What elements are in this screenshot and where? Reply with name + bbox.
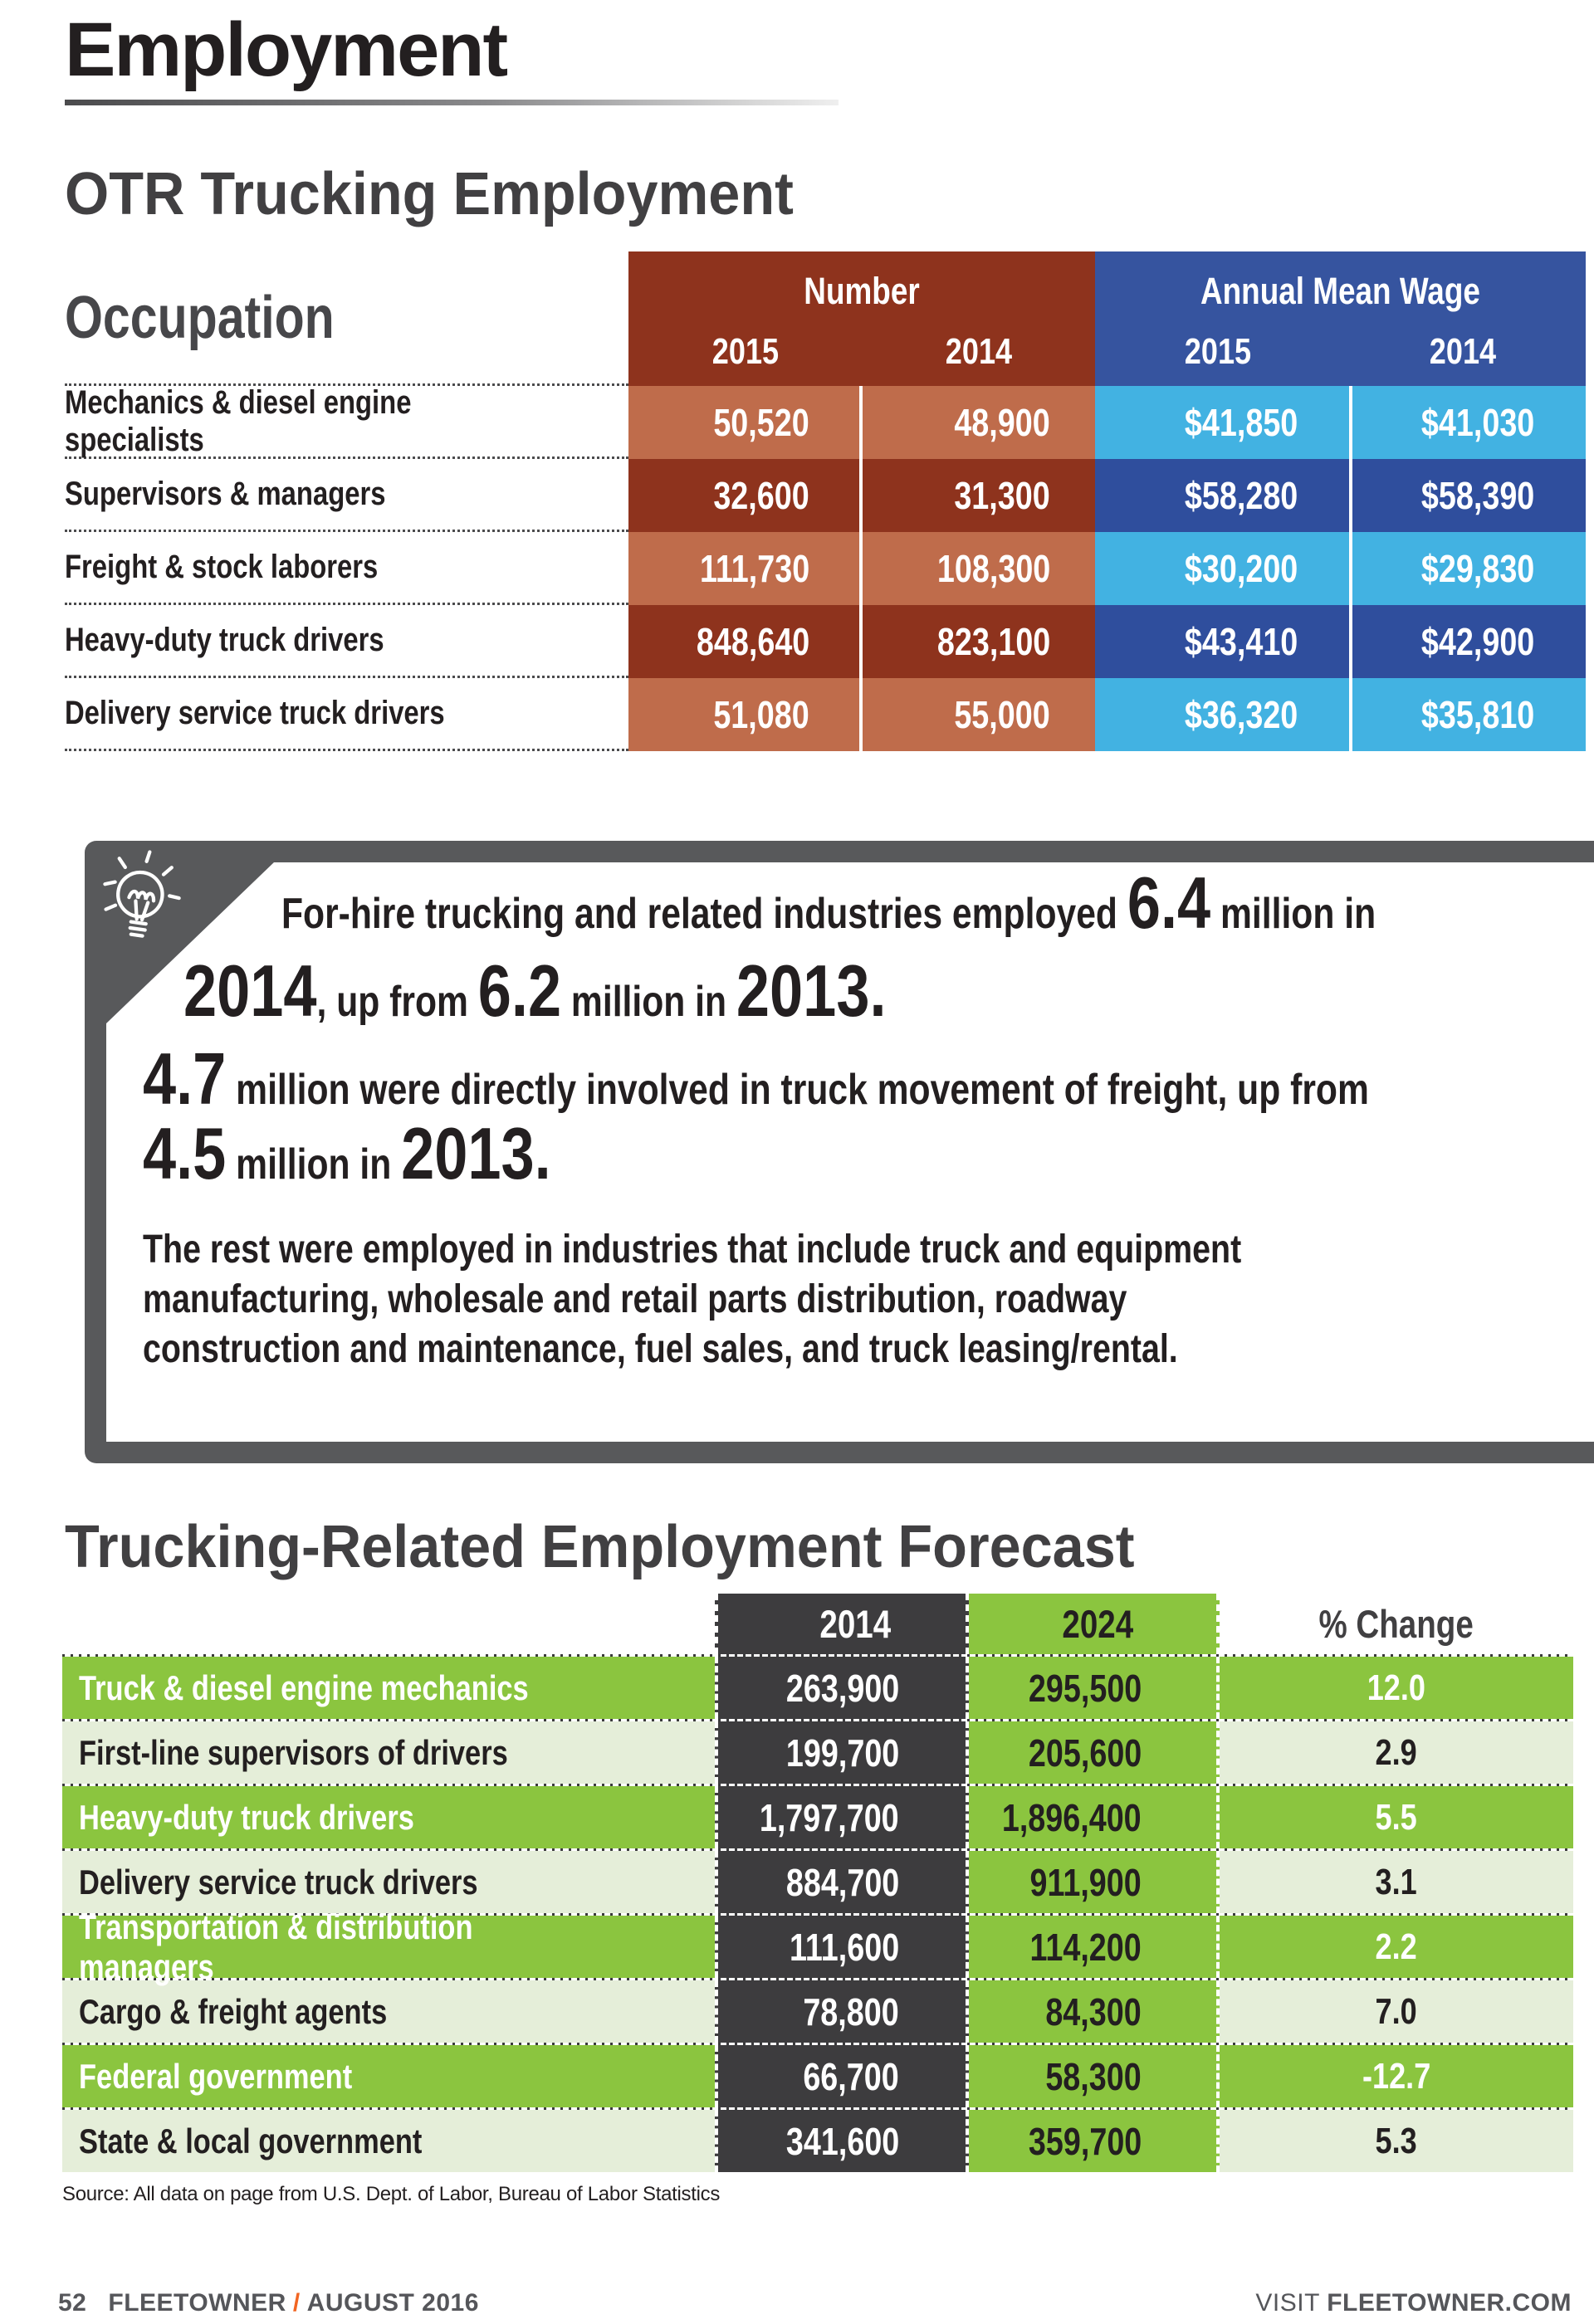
wage-2014-value: $35,810 bbox=[1420, 693, 1534, 736]
occupation-column-header bbox=[65, 251, 628, 386]
number-2014-value: 108,300 bbox=[936, 547, 1050, 590]
footer-left bbox=[58, 2289, 479, 2317]
occupation-label: Mechanics & diesel engine specialists bbox=[65, 383, 412, 458]
visit-label: VISIT bbox=[1255, 2289, 1328, 2317]
wage-group-label: Annual Mean Wage bbox=[1200, 270, 1480, 312]
page-title: Employment bbox=[65, 7, 507, 92]
fact-callout-box bbox=[85, 841, 1594, 1463]
pct-change-value: 5.5 bbox=[1375, 1796, 1418, 1838]
forecast-table-header bbox=[62, 1594, 1573, 1654]
stat-2013: 2013. bbox=[736, 950, 887, 1032]
callout-line-1: For-hire trucking and related industries employed 6.4 million in bbox=[281, 862, 1376, 944]
value-2014: 341,600 bbox=[785, 2119, 899, 2163]
value-2024: 205,600 bbox=[1028, 1731, 1142, 1775]
wage-2015-value: $30,200 bbox=[1184, 547, 1298, 590]
forecast-2014-header: 2014 bbox=[819, 1602, 892, 1646]
wage-2015-value: $36,320 bbox=[1184, 693, 1298, 736]
footer-slash: / bbox=[292, 2289, 301, 2317]
pct-change-value: 5.3 bbox=[1375, 2120, 1418, 2161]
occupation-label: Heavy-duty truck drivers bbox=[65, 622, 384, 658]
number-2014-value: 31,300 bbox=[954, 474, 1050, 517]
stat-4-7: 4.7 bbox=[143, 1038, 227, 1120]
pct-change-value: 2.2 bbox=[1375, 1926, 1418, 1967]
page-number: 52 bbox=[58, 2289, 87, 2317]
table-row bbox=[65, 459, 1586, 532]
forecast-2024-header: 2024 bbox=[1062, 1602, 1134, 1646]
table-row bbox=[62, 1786, 1573, 1848]
value-2024: 911,900 bbox=[1029, 1860, 1142, 1904]
forecast-pct-header: % Change bbox=[1318, 1602, 1474, 1646]
table-row bbox=[65, 532, 1586, 605]
number-2015-header: 2015 bbox=[711, 331, 779, 372]
wage-2014-value: $58,390 bbox=[1420, 474, 1534, 517]
wage-2015-value: $41,850 bbox=[1184, 401, 1298, 444]
occupation-label: First-line supervisors of drivers bbox=[79, 1732, 508, 1772]
number-2014-value: 823,100 bbox=[936, 620, 1050, 663]
number-2015-value: 848,640 bbox=[696, 620, 809, 663]
occupation-label: Delivery service truck drivers bbox=[65, 695, 445, 731]
value-2014: 66,700 bbox=[803, 2054, 899, 2098]
number-2014-value: 48,900 bbox=[954, 401, 1050, 444]
value-2024: 1,896,400 bbox=[1002, 1795, 1142, 1839]
stat-2013-b: 2013. bbox=[401, 1112, 551, 1194]
value-2024: 295,500 bbox=[1028, 1666, 1142, 1710]
number-2015-value: 50,520 bbox=[713, 401, 809, 444]
stat-4-5: 4.5 bbox=[143, 1112, 227, 1194]
occupation-label: Truck & diesel engine mechanics bbox=[79, 1667, 529, 1707]
occupation-label: Heavy-duty truck drivers bbox=[79, 1797, 414, 1837]
callout-line-3: 4.7 million were directly involved in truck movement of freight, up from bbox=[143, 1038, 1369, 1120]
table-row bbox=[62, 2045, 1573, 2107]
number-group-header bbox=[628, 251, 1095, 386]
forecast-occupation-header bbox=[62, 1594, 715, 1654]
issue-date: AUGUST 2016 bbox=[306, 2289, 479, 2317]
occupation-label: Transportation & distribution managers bbox=[79, 1907, 473, 1986]
value-2014: 263,900 bbox=[785, 1666, 899, 1710]
wage-2015-value: $43,410 bbox=[1184, 620, 1298, 663]
wage-2015-header: 2015 bbox=[1184, 331, 1251, 372]
pct-change-value: 7.0 bbox=[1375, 1990, 1418, 2032]
table-row bbox=[62, 1721, 1573, 1784]
value-2024: 58,300 bbox=[1045, 2054, 1142, 2098]
otr-table-header bbox=[65, 251, 1586, 386]
value-2014: 199,700 bbox=[785, 1731, 899, 1775]
number-2014-value: 55,000 bbox=[954, 693, 1050, 736]
occupation-label: State & local government bbox=[79, 2121, 423, 2160]
lightbulb-icon bbox=[88, 842, 202, 961]
table-row bbox=[62, 1851, 1573, 1913]
visit-site-link: FLEETOWNER.COM bbox=[1327, 2289, 1572, 2317]
occupation-label: Freight & stock laborers bbox=[65, 549, 379, 585]
number-2015-value: 111,730 bbox=[699, 547, 809, 590]
occupation-header-label: Occupation bbox=[65, 284, 335, 351]
table-row bbox=[62, 1657, 1573, 1719]
callout-line-2: 2014, up from 6.2 million in 2013. bbox=[183, 950, 887, 1032]
stat-2014: 2014 bbox=[183, 950, 317, 1032]
otr-table bbox=[65, 251, 1586, 751]
pct-change-value: 3.1 bbox=[1375, 1861, 1418, 1902]
wage-2014-header: 2014 bbox=[1430, 331, 1497, 372]
forecast-section-title: Trucking-Related Employment Forecast bbox=[65, 1514, 1135, 1580]
value-2014: 884,700 bbox=[785, 1860, 899, 1904]
table-row bbox=[65, 605, 1586, 678]
pct-change-value: 2.9 bbox=[1375, 1731, 1418, 1773]
table-row bbox=[62, 1980, 1573, 2043]
wage-2014-value: $41,030 bbox=[1420, 401, 1534, 444]
occupation-label: Cargo & freight agents bbox=[79, 1991, 388, 2031]
wage-group-header bbox=[1095, 251, 1586, 386]
wage-2015-value: $58,280 bbox=[1184, 474, 1298, 517]
value-2014: 1,797,700 bbox=[760, 1795, 899, 1839]
occupation-label: Supervisors & managers bbox=[65, 476, 386, 512]
number-2015-value: 32,600 bbox=[713, 474, 809, 517]
pct-change-value: -12.7 bbox=[1362, 2055, 1431, 2097]
wage-2014-value: $29,830 bbox=[1420, 547, 1534, 590]
value-2014: 111,600 bbox=[789, 1925, 899, 1969]
value-2024: 114,200 bbox=[1029, 1925, 1142, 1969]
stat-6-2: 6.2 bbox=[477, 950, 562, 1032]
callout-line-4: 4.5 million in 2013. bbox=[143, 1112, 551, 1194]
otr-section-title: OTR Trucking Employment bbox=[65, 161, 794, 227]
value-2024: 84,300 bbox=[1045, 1990, 1142, 2034]
table-row bbox=[65, 678, 1586, 751]
footer-right bbox=[1255, 2289, 1572, 2317]
value-2024: 359,700 bbox=[1028, 2119, 1142, 2163]
title-rule bbox=[65, 100, 839, 105]
occupation-label: Delivery service truck drivers bbox=[79, 1862, 478, 1902]
number-2015-value: 51,080 bbox=[713, 693, 809, 736]
occupation-label: Federal government bbox=[79, 2056, 353, 2096]
forecast-table bbox=[62, 1594, 1573, 2172]
brand-name: FLEETOWNER bbox=[108, 2289, 286, 2317]
pct-change-value: 12.0 bbox=[1367, 1667, 1426, 1708]
callout-paragraph: The rest were employed in industries that include truck and equipment manufacturing, wholesale and retail parts distribution, roadway construction and maintenance, fuel sales, and truck leasing/rental. bbox=[143, 1228, 1242, 1371]
number-group-label: Number bbox=[804, 270, 920, 312]
table-row bbox=[62, 2110, 1573, 2172]
table-row bbox=[65, 383, 1586, 459]
wage-2014-value: $42,900 bbox=[1420, 620, 1534, 663]
number-2014-header: 2014 bbox=[945, 331, 1012, 372]
value-2014: 78,800 bbox=[803, 1990, 899, 2034]
source-note: Source: All data on page from U.S. Dept. of Labor, Bureau of Labor Statistics bbox=[62, 2183, 721, 2205]
table-row bbox=[62, 1907, 1573, 1986]
stat-6-4: 6.4 bbox=[1127, 862, 1211, 944]
